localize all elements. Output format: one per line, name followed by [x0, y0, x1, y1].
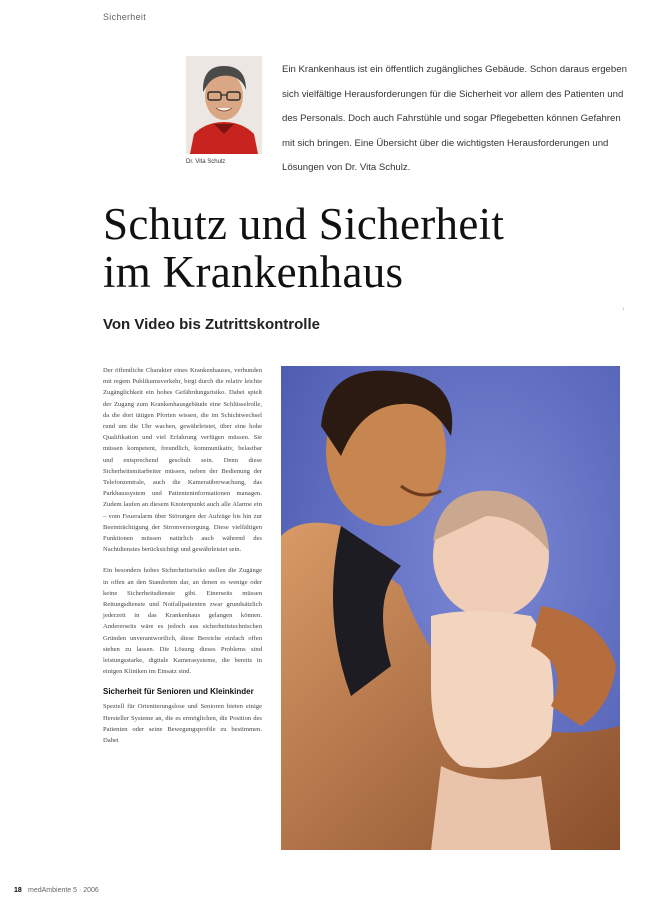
- paragraph-3: Speziell für Orientierungslose und Senioren bieten einige Hersteller Systeme an, die es ermöglichen, die Position des Patienten oder seine Bewegungsprofile zu bestimmen. Dabei: [103, 703, 262, 745]
- title-line-1: Schutz und Sicherheit: [103, 199, 505, 249]
- section-label: Sicherheit: [103, 12, 147, 22]
- article-subtitle: Von Video bis Zutrittskontrolle: [103, 316, 320, 333]
- paragraph-2: Ein besonders hohes Sicherheitsrisiko stellen die Zugänge in offen an den Standorten dar, an denen es wenige oder keine Sicherheitsdienste gibt. Einerseits müssen Rettungsdienste und Notfallpatienten zwar grundsätzlich jederzeit in das Krankenhaus gelangen können. Andererseits wäre es jedoch aus sicherheitstechnischen Gründen unverantwortlich, diese Bereiche einfach offen stehen zu lassen. Die Lösung dieses Problems sind leistungsstarke, digitale Kamerasysteme, die bereits in einigen Kliniken im Einsatz sind.: [103, 567, 262, 676]
- magazine-name: medAmbiente 5 · 2006: [28, 887, 99, 894]
- author-portrait: [186, 56, 262, 154]
- paragraph-1: Der öffentliche Charakter eines Krankenhauses, verbunden mit regem Publikumsverkehr, birgt durch die relativ leichte Zugänglichkeit ein hohes Gefährdungsrisiko. Dabei spielt der Zugang zum Krankenhausgebäude eine Schlüsselrolle, da die dort tätigen Pforten wissen, die im Schichtwechsel rund um die Uhr wachen, gewährleistet, über eine hohe Qualifikation und viel Erfahrung verfügen müssen. Sie müssen kompetent, freundlich, kommunikativ, belastbar und entsprechend geschult sein. Denn diese Sicherheitsmitarbeiter müssen, neben der Bedienung der Telefonzentrale, auch die Kameraüberwachung, das Parkhaussystem und Patienteninformationen managen. Zudem laufen an diesem Knotenpunkt auch alle Alarme ein – vom Feueralarm über Störungen der Aufzüge bis hin zur Beeinträchtigung der Stromversorgung. Diese vielfältigen Funktionen müssen natürlich auch während des Nachtdienstes berücksichtigt und gewährleistet sein.: [103, 367, 262, 554]
- article-title: [103, 200, 623, 296]
- intro-text: Ein Krankenhaus ist ein öffentlich zugängliches Gebäude. Schon daraus ergeben sich vielfältige Herausforderungen für die Sicherheit vor allem des Patienten und des Personals. Doch auch Fahrstühle und sogar Pflegebetten können Gefahren mit sich bringen. Eine Übersicht über die wichtigsten Herausforderungen und Lösungen von Dr. Vita Schulz.: [282, 64, 627, 174]
- subheading-seniors: Sicherheit für Senioren und Kleinkinder: [103, 687, 254, 697]
- father-baby-photo: [281, 366, 620, 850]
- page-number: 18: [14, 887, 22, 894]
- body-column: [103, 365, 262, 756]
- edge-arrow-icon: ›: [622, 304, 625, 313]
- article-photo: [281, 366, 620, 850]
- title-line-2: im Krankenhaus: [103, 247, 404, 297]
- portrait-caption: Dr. Vita Schulz: [186, 159, 226, 165]
- portrait-illustration: [186, 56, 262, 154]
